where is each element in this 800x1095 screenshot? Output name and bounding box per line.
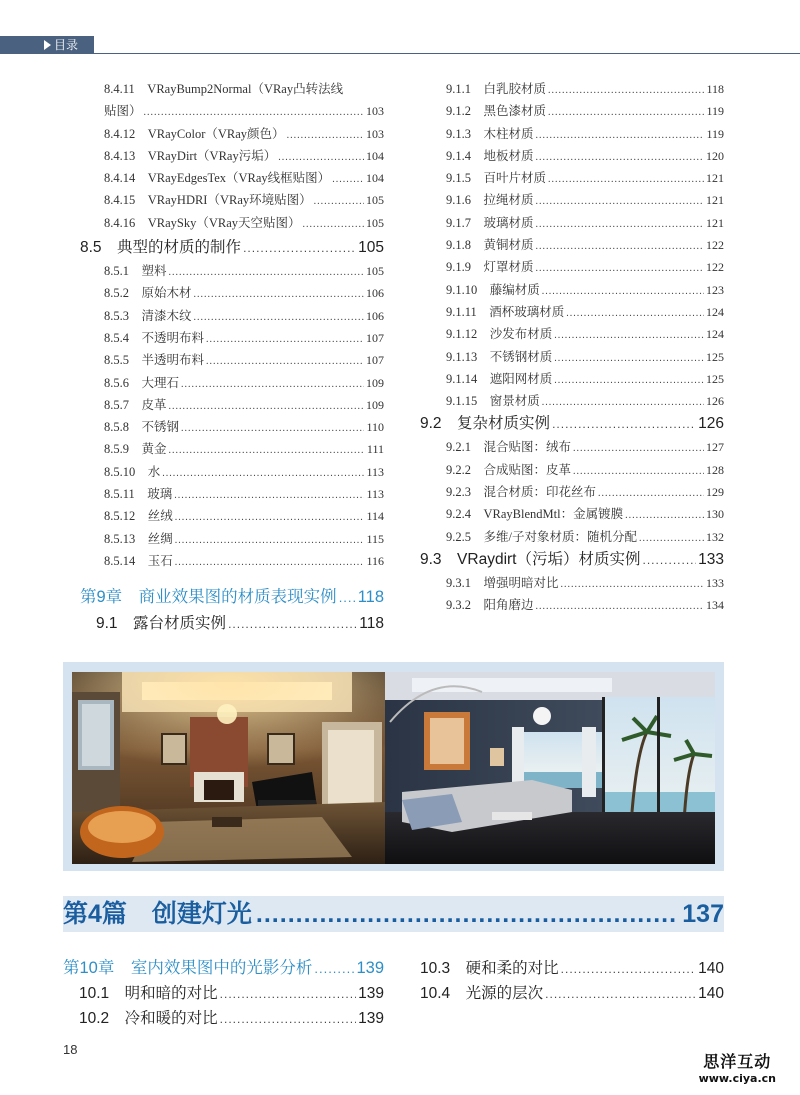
toc-entry-page: 104 (366, 148, 384, 163)
leader-dots (181, 418, 364, 440)
leader-dots (278, 147, 364, 169)
leader-dots (542, 281, 704, 303)
toc-section-entry[interactable] (420, 956, 724, 981)
toc-entry-page: 119 (706, 104, 724, 119)
toc-entry-page: 126 (698, 415, 724, 433)
toc-entry-page: 119 (706, 126, 724, 141)
toc-entry-page: 128 (706, 462, 724, 477)
leader-dots (228, 612, 357, 636)
toc-subsection-entry[interactable] (420, 368, 724, 390)
toc-subsection-entry[interactable] (80, 327, 384, 349)
toc-entry-title: 10.2 冷和暖的对比 (79, 1010, 218, 1027)
toc-subsection-entry[interactable] (80, 305, 384, 327)
toc-entry-title: 8.5.9 黄金 (104, 442, 167, 457)
leader-dots (598, 483, 704, 505)
toc-entry-title: 9.2.2 合成贴图：皮革 (446, 462, 572, 477)
toc-entry-page: 103 (366, 126, 384, 141)
toc-entry-title: 10.1 明和暗的对比 (79, 985, 218, 1002)
toc-subsection-entry[interactable] (80, 550, 384, 572)
toc-entry-title: 8.5.8 不锈钢 (104, 420, 180, 435)
leader-dots (169, 396, 364, 418)
toc-entry-page: 109 (366, 397, 384, 412)
toc-subsection-entry[interactable] (420, 212, 724, 234)
leader-dots (144, 102, 364, 124)
toc-entry-page: 140 (698, 985, 724, 1002)
leader-dots (536, 596, 704, 618)
toc-entry-page: 139 (358, 985, 384, 1002)
toc-entry-title: 8.5.14 玉石 (104, 553, 173, 568)
leader-dots (287, 125, 364, 147)
toc-entry-page: 120 (706, 148, 724, 163)
leader-dots (542, 392, 704, 414)
toc-entry-title: 8.5.10 水 (104, 464, 161, 479)
leader-dots (552, 412, 696, 436)
toc-entry-title: 9.1 露台材质实例 (96, 615, 227, 633)
toc-entry-page: 105 (366, 264, 384, 279)
toc-entry-page: 129 (706, 485, 724, 500)
toc-entry-title: 9.2.1 混合贴图：绒布 (446, 440, 572, 455)
toc-entry-title: 9.1.6 拉绳材质 (446, 193, 534, 208)
toc-entry-page: 118 (359, 615, 384, 633)
toc-subsection-entry[interactable] (420, 436, 724, 458)
toc-entry-page: 107 (366, 330, 384, 345)
toc-subsection-entry[interactable] (420, 390, 724, 412)
toc-entry-page: 140 (698, 960, 724, 977)
toc-entry-page: 134 (706, 598, 724, 613)
toc-entry-page: 111 (366, 442, 384, 457)
toc-subsection-entry[interactable] (420, 234, 724, 256)
leader-dots (548, 169, 704, 191)
toc-entry-title: 贴图） (104, 104, 142, 119)
toc-entry-title: 8.5 典型的材质的制作 (80, 239, 242, 257)
toc-entry-page: 122 (706, 238, 724, 253)
toc-entry-title: 9.2.4 VRayBlendMtl：金属镀膜 (446, 507, 624, 522)
toc-subsection-entry[interactable] (420, 256, 724, 278)
toc-entry-title: 8.4.13 VRayDirt（VRay污垢） (104, 148, 277, 163)
toc-entry-title: 8.4.14 VRayEdgesTex（VRay线框贴图） (104, 171, 331, 186)
toc-subsection-entry[interactable] (420, 594, 724, 616)
toc-entry-title: 8.5.6 大理石 (104, 375, 180, 390)
leader-dots (561, 957, 696, 982)
toc-subsection-entry[interactable] (420, 572, 724, 594)
toc-entry-title: 8.5.7 皮革 (104, 397, 167, 412)
toc-entry-page: 106 (366, 308, 384, 323)
toc-subsection-entry[interactable] (420, 526, 724, 548)
part-heading[interactable] (63, 896, 724, 932)
toc-entry-title: 8.5.13 丝绸 (104, 531, 173, 546)
toc-entry-continued[interactable] (80, 100, 384, 122)
toc-subsection-entry[interactable] (420, 323, 724, 345)
toc-subsection-entry[interactable] (80, 394, 384, 416)
toc-entry-page: 114 (366, 509, 384, 524)
toc-subsection-entry[interactable] (80, 528, 384, 550)
toc-subsection-entry[interactable] (80, 189, 384, 211)
page-number: 18 (63, 1042, 78, 1057)
part-page: 137 (682, 900, 724, 928)
leader-dots (548, 80, 704, 102)
toc-entry-title: 8.4.15 VRayHDRI（VRay环境贴图） (104, 193, 312, 208)
interior-renderings-image (72, 672, 715, 864)
toc-nav-label: 目录 (54, 38, 79, 52)
leader-dots (536, 214, 704, 236)
play-arrow-icon (44, 40, 51, 50)
toc-entry-page: 133 (698, 550, 724, 568)
toc-section-entry[interactable] (420, 548, 724, 572)
toc-subsection-entry[interactable] (420, 503, 724, 525)
toc-entry-title: 9.2.3 混合材质：印花丝布 (446, 485, 597, 500)
toc-entry-title: 9.2.5 多维/子对象材质：随机分配 (446, 529, 637, 544)
toc-section-entry[interactable] (80, 612, 384, 636)
leader-dots (548, 102, 704, 124)
toc-subsection-entry[interactable] (420, 123, 724, 145)
toc-subsection-entry[interactable] (420, 459, 724, 481)
toc-subsection-entry[interactable] (420, 100, 724, 122)
toc-entry-title: 第9章 商业效果图的材质表现实例 (80, 588, 337, 607)
toc-chapter-entry[interactable] (80, 584, 384, 610)
toc-entry-title: 8.5.4 不透明布料 (104, 330, 205, 345)
leader-dots (536, 125, 705, 147)
toc-subsection-entry[interactable] (420, 481, 724, 503)
leader-dots (554, 370, 704, 392)
toc-entry-page: 107 (366, 353, 384, 368)
toc-entry-page: 132 (706, 529, 724, 544)
toc-subsection-entry[interactable] (420, 78, 724, 100)
toc-bottom-left (63, 956, 384, 1031)
toc-entry-page: 127 (706, 440, 724, 455)
leader-dots (566, 303, 704, 325)
toc-subsection-entry[interactable] (80, 78, 384, 100)
toc-bottom-right (420, 956, 724, 1006)
toc-entry-page: 122 (706, 260, 724, 275)
toc-entry-title: 8.4.16 VRaySky（VRay天空贴图） (104, 215, 301, 230)
toc-entry-title: 9.1.1 白乳胶材质 (446, 82, 547, 96)
toc-entry-title: 9.1.3 木柱材质 (446, 126, 534, 141)
leader-dots (194, 284, 364, 306)
leader-dots (256, 896, 678, 932)
leader-dots (561, 574, 704, 596)
toc-entry-page: 126 (706, 394, 724, 409)
leader-dots (206, 351, 364, 373)
toc-subsection-entry[interactable] (80, 416, 384, 438)
toc-subsection-entry[interactable] (420, 301, 724, 323)
toc-entry-page: 105 (366, 215, 384, 230)
toc-entry-page: 118 (357, 588, 384, 607)
toc-left-column (80, 78, 384, 636)
toc-subsection-entry[interactable] (420, 167, 724, 189)
part-title: 第4篇 创建灯光 (63, 900, 252, 928)
toc-entry-page: 110 (366, 420, 384, 435)
toc-entry-title: 9.1.14 遮阳网材质 (446, 371, 553, 386)
toc-entry-title: 9.1.7 玻璃材质 (446, 215, 534, 230)
toc-subsection-entry[interactable] (420, 189, 724, 211)
toc-entry-title: 9.1.12 沙发布材质 (446, 327, 553, 342)
toc-entry-page: 125 (706, 349, 724, 364)
toc-entry-title: 9.1.11 酒杯玻璃材质 (446, 304, 565, 319)
toc-entry-page: 139 (358, 1010, 384, 1027)
watermark-line-2: www.ciya.cn (698, 1072, 776, 1085)
toc-entry-title: 9.1.9 灯罩材质 (446, 260, 534, 275)
leader-dots (332, 169, 364, 191)
toc-entry-page: 106 (366, 286, 384, 301)
toc-entry-page: 104 (366, 171, 384, 186)
toc-entry-title: 9.1.2 黑色漆材质 (446, 104, 547, 119)
toc-subsection-entry[interactable] (80, 483, 384, 505)
leader-dots (314, 191, 364, 213)
leader-dots (181, 374, 364, 396)
leader-dots (554, 325, 704, 347)
toc-subsection-entry[interactable] (80, 505, 384, 527)
leader-dots (536, 258, 704, 280)
toc-entry-title: 8.5.1 塑料 (104, 264, 167, 279)
leader-dots (642, 548, 696, 572)
toc-entry-page: 113 (366, 487, 384, 502)
toc-entry-title: 8.5.2 原始木材 (104, 286, 192, 301)
toc-entry-page: 124 (706, 304, 724, 319)
leader-dots (536, 147, 704, 169)
leader-dots (194, 307, 364, 329)
toc-chapter-entry[interactable] (63, 956, 384, 981)
toc-entry-title: 8.5.11 玻璃 (104, 487, 173, 502)
toc-entry-page: 105 (366, 193, 384, 208)
leader-dots (573, 438, 704, 460)
toc-subsection-entry[interactable] (80, 438, 384, 460)
toc-entry-page: 121 (706, 193, 724, 208)
toc-entry-page: 133 (706, 575, 724, 590)
toc-entry-title: 9.1.4 地板材质 (446, 148, 534, 163)
toc-entry-title: 8.5.5 半透明布料 (104, 353, 205, 368)
leader-dots (175, 530, 365, 552)
toc-subsection-entry[interactable] (80, 372, 384, 394)
leader-dots (175, 552, 365, 574)
toc-entry-page: 125 (706, 371, 724, 386)
toc-entry-page: 123 (706, 282, 724, 297)
toc-entry-page: 115 (366, 531, 384, 546)
leader-dots (206, 329, 364, 351)
leader-dots (536, 191, 704, 213)
toc-entry-page: 109 (366, 375, 384, 390)
leader-dots (339, 585, 356, 611)
toc-entry-page: 130 (706, 507, 724, 522)
leader-dots (545, 982, 696, 1007)
leader-dots (573, 461, 704, 483)
toc-entry-title: 9.2 复杂材质实例 (420, 415, 551, 433)
toc-entry-title: 第10章 室内效果图中的光影分析 (63, 959, 313, 977)
leader-dots (174, 485, 364, 507)
toc-subsection-entry[interactable] (80, 212, 384, 234)
toc-subsection-entry[interactable] (80, 260, 384, 282)
toc-subsection-entry[interactable] (80, 167, 384, 189)
toc-entry-title: 9.1.10 藤编材质 (446, 282, 540, 297)
leader-dots (314, 956, 354, 981)
header-rule (94, 53, 800, 54)
leader-dots (536, 236, 704, 258)
toc-subsection-entry[interactable] (420, 279, 724, 301)
toc-entry-page: 118 (706, 82, 724, 96)
toc-entry-title: 8.4.12 VRayColor（VRay颜色） (104, 126, 285, 141)
toc-entry-title: 9.3.1 增强明暗对比 (446, 575, 559, 590)
toc-entry-title: 8.5.3 清漆木纹 (104, 308, 192, 323)
toc-entry-page: 124 (706, 327, 724, 342)
toc-entry-title: 9.1.13 不锈钢材质 (446, 349, 553, 364)
toc-entry-title: 9.3 VRaydirt（污垢）材质实例 (420, 550, 641, 568)
toc-section-entry[interactable] (63, 981, 384, 1006)
leader-dots (554, 348, 704, 370)
watermark-logo (699, 1049, 776, 1085)
leader-dots (639, 528, 704, 550)
toc-right-column (420, 78, 724, 617)
toc-entry-title: 10.4 光源的层次 (420, 985, 544, 1002)
toc-subsection-entry[interactable] (420, 346, 724, 368)
toc-entry-title: 9.1.5 百叶片材质 (446, 171, 547, 186)
toc-entry-page: 121 (706, 171, 724, 186)
toc-section-entry[interactable] (420, 412, 724, 436)
leader-dots (169, 262, 364, 284)
toc-entry-title: 9.1.8 黄铜材质 (446, 238, 534, 253)
toc-entry-page: 121 (706, 215, 724, 230)
leader-dots (243, 236, 356, 260)
toc-subsection-entry[interactable] (80, 123, 384, 145)
toc-subsection-entry[interactable] (80, 349, 384, 371)
toc-subsection-entry[interactable] (80, 282, 384, 304)
toc-header (0, 36, 800, 54)
toc-section-entry[interactable] (63, 1006, 384, 1031)
toc-entry-page: 103 (366, 104, 384, 119)
toc-entry-title: 9.3.2 阳角磨边 (446, 598, 534, 613)
toc-entry-title: 10.3 硬和柔的对比 (420, 960, 559, 977)
leader-dots (220, 1007, 356, 1032)
leader-dots (303, 214, 364, 236)
toc-section-entry[interactable] (420, 981, 724, 1006)
toc-entry-title: 8.5.12 丝绒 (104, 509, 173, 524)
leader-dots (220, 982, 356, 1007)
toc-subsection-entry[interactable] (80, 461, 384, 483)
leader-dots (625, 505, 704, 527)
toc-section-entry[interactable] (80, 236, 384, 260)
toc-entry-page: 116 (366, 553, 384, 568)
toc-subsection-entry[interactable] (80, 145, 384, 167)
toc-entry-page: 113 (366, 464, 384, 479)
leader-dots (162, 463, 364, 485)
toc-subsection-entry[interactable] (420, 145, 724, 167)
toc-entry-title: 8.4.11 VRayBump2Normal（VRay凸转法线 (104, 82, 344, 96)
toc-entry-title: 9.1.15 窗景材质 (446, 394, 540, 409)
toc-entry-page: 105 (358, 239, 384, 257)
toc-entry-page: 139 (356, 959, 384, 977)
toc-nav-tab[interactable] (0, 36, 94, 54)
leader-dots (169, 440, 365, 462)
watermark-line-1: 思洋互动 (703, 1052, 772, 1071)
leader-dots (175, 507, 365, 529)
